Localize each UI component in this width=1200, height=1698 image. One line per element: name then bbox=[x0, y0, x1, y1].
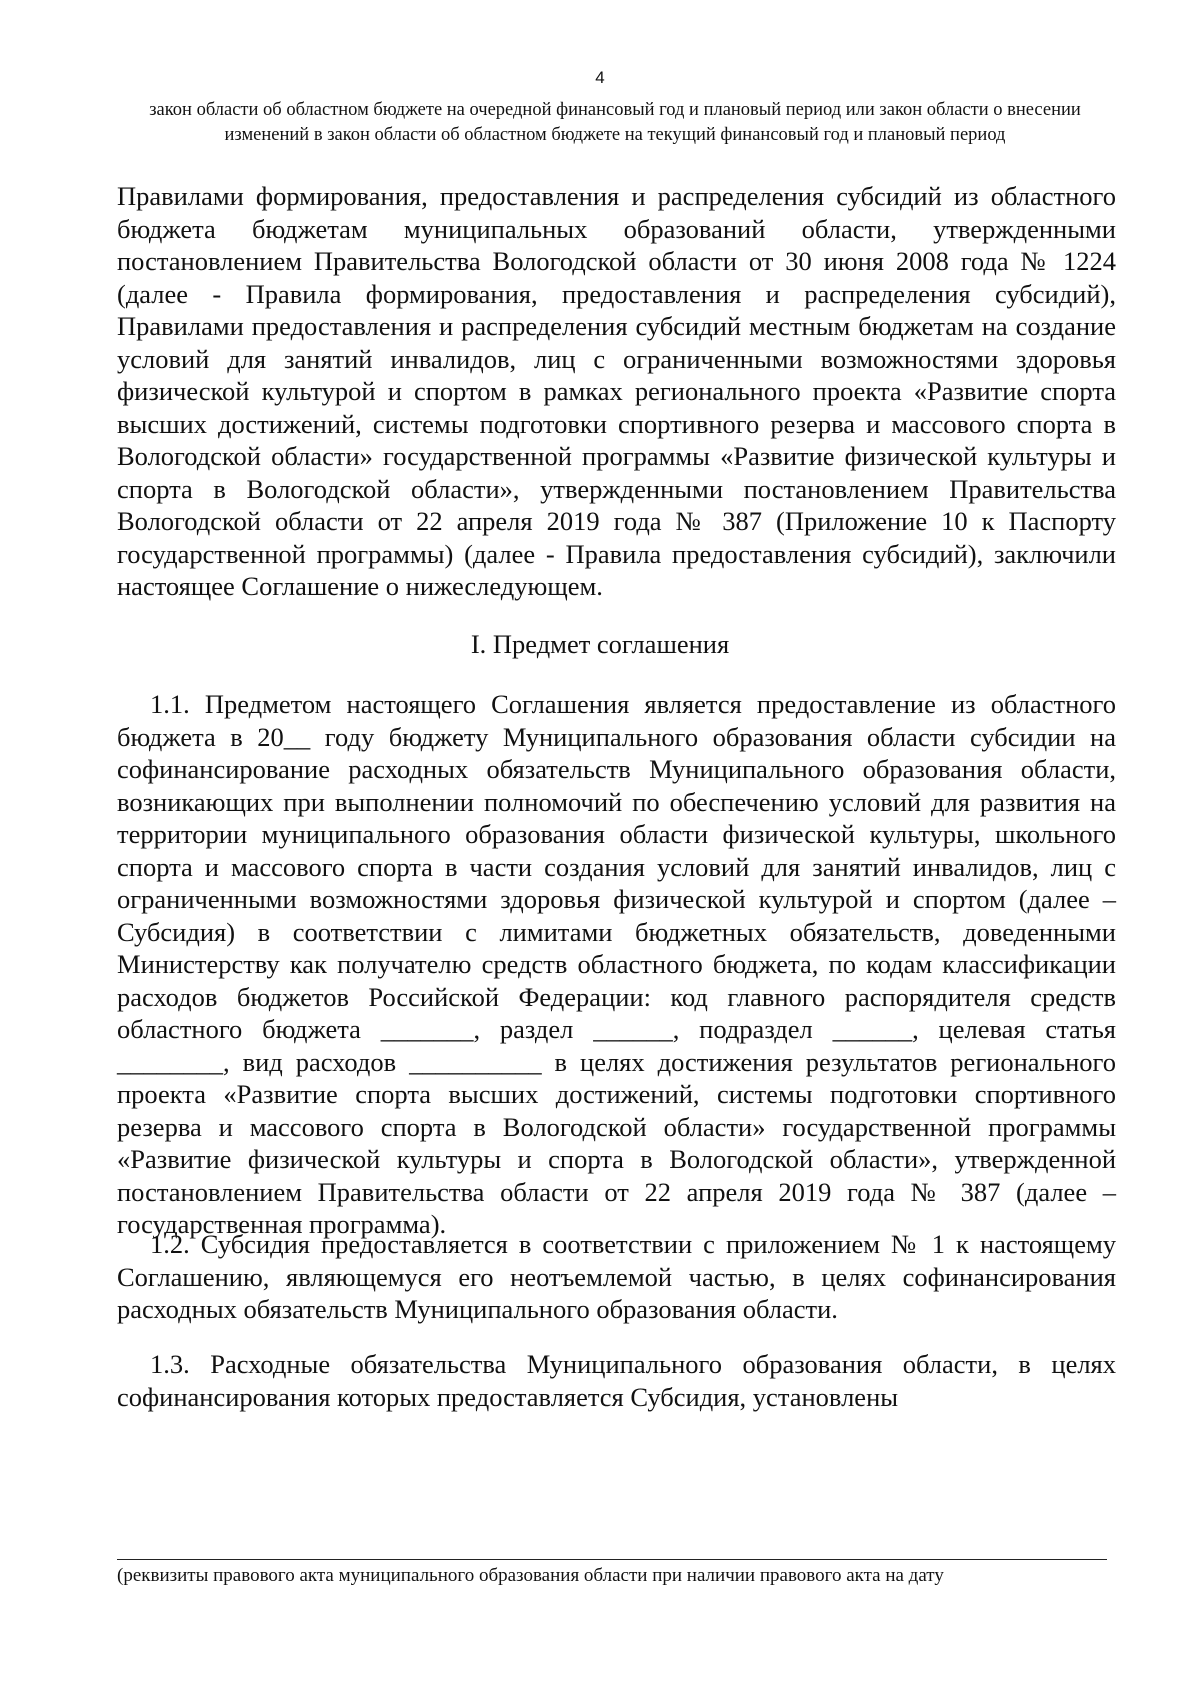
footnote-rule bbox=[117, 1559, 1107, 1560]
footnote-text: (реквизиты правового акта муниципального образования области при наличии правового акта на дату bbox=[117, 1565, 944, 1586]
clause-1-3: 1.3. Расходные обязательства Муниципального образования области, в целях софинансирования которых предоставляется Субсидия, установлены bbox=[117, 1349, 1116, 1412]
header-note: закон области об областном бюджете на очередной финансовый год и плановый период или закон области о внесении изменений в закон области об областном бюджете на текущий финансовый год и плановый период bbox=[149, 100, 1081, 145]
page-number: 4 bbox=[595, 68, 605, 87]
clause-1-2: 1.2. Субсидия предоставляется в соответствии с приложением № 1 к настоящему Соглашению, являющемуся его неотъемлемой частью, в целях софинансирования расходных обязательств Муниципального образования области. bbox=[117, 1229, 1116, 1324]
intro-paragraph: Правилами формирования, предоставления и распределения субсидий из областного бюджета бюджетам муниципальных образований области, утвержденными постановлением Правительства Вологодской области от 30 июня 2008 года № 1224 (далее - Правила формирования, предоставления и распределения субсидий), Правилами предоставления и распределения субсидий местным бюджетам на создание условий для занятий инвалидов, лиц с ограниченными возможностями здоровья физической культурой и спортом в рамках регионального проекта «Развитие спорта высших достижений, системы подготовки спортивного резерва и массового спорта в Вологодской области» государственной программы «Развитие физической культуры и спорта в Вологодской области», утвержденными постановлением Правительства Вологодской области от 22 апреля 2019 года № 387 (Приложение 10 к Паспорту государственной программы) (далее - Правила предоставления субсидий), заключили настоящее Соглашение о нижеследующем. bbox=[117, 181, 1116, 601]
section-title: I. Предмет соглашения bbox=[470, 629, 730, 659]
clause-1-1: 1.1. Предметом настоящего Соглашения является предоставление из областного бюджета в 20__ году бюджету Муниципального образования области субсидии на софинансирование расходных обязательств Муниципального образования области, возникающих при выполнении полномочий по обеспечению условий для развития на территории муниципального образования области физической культуры, школьного спорта и массового спорта в части создания условий для занятий инвалидов, лиц с ограниченными возможностями здоровья физической культурой и спортом (далее – Субсидия) в соответствии с лимитами бюджетных обязательств, доведенными Министерству как получателю средств областного бюджета, по кодам классификации расходов бюджетов Российской Федерации: код главного распорядителя средств областного бюджета _______, раздел ______, подраздел ______, целевая статья ________, вид расходов __________ в целях достижения результатов регионального проекта «Развитие спорта высших достижений, системы подготовки спортивного резерва и массового спорта в Вологодской области» государственной программы «Развитие физической культуры и спорта в Вологодской области», утвержденной постановлением Правительства области от 22 апреля 2019 года № 387 (далее – государственная программа). bbox=[117, 689, 1116, 1239]
